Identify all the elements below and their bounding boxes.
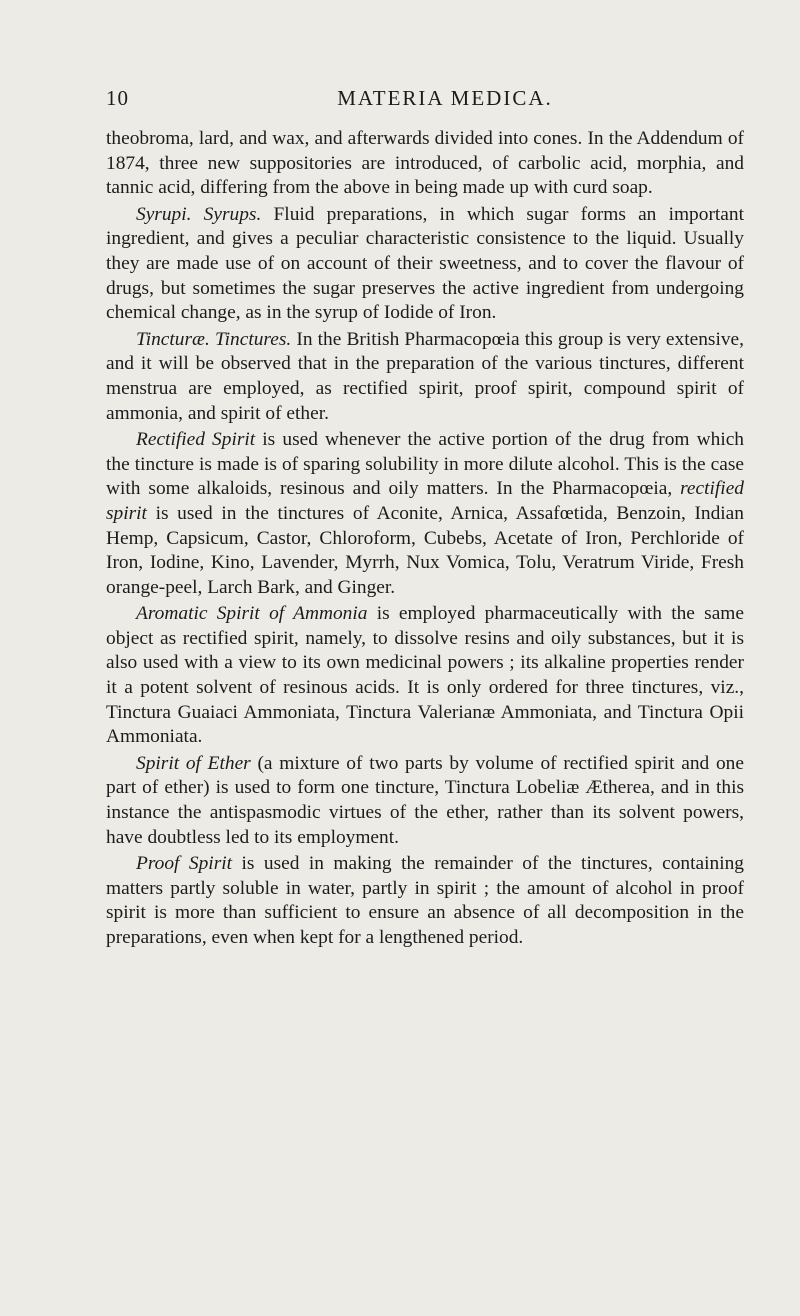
paragraph-tincturae xyxy=(106,328,744,426)
paragraph-lead: Spirit of Ether xyxy=(136,752,251,774)
paragraph-lead: Rectified Spirit xyxy=(136,429,256,451)
running-head xyxy=(106,86,744,116)
paragraph-text: is employed pharmaceutically with the same object as rectified spirit, namely, to dissolve resins and oily substances, but it is also used with a view to its own medicinal powers ; its alkaline properties render it a potent solvent of resinous acids. It is only ordered for three tinctures, viz., Tinctura Guaiaci Ammoniata, Tinctura Valerianæ Ammoniata, and Tinctura Opii Ammoniata. xyxy=(106,603,744,748)
paragraph-aromatic-spirit xyxy=(106,602,744,750)
paragraph-text: In the British Pharmacopœia this group is very extensive, and it will be observed that in the preparation of the various tinctures, different menstrua are employed, as rectified spirit, proof spirit, compound spirit of ammonia, and spirit of ether. xyxy=(106,328,744,424)
paragraph-text: (a mixture of two parts by volume of rectified spirit and one part of ether) is used to form one tincture, Tinctura Lobeliæ Ætherea, and in this instance the antispasmodic virtues of the ether, rather than its solvent powers, have doubtless led to its employment. xyxy=(106,752,744,848)
paragraph-rectified-spirit xyxy=(106,428,744,600)
paragraph-lead: Proof Spirit xyxy=(136,853,233,875)
paragraph-lead: Tincturæ. Tinctures. xyxy=(136,328,292,350)
paragraph-text: is used whenever the active portion of the drug from which the tincture is made is of sparing solubility in more dilute alcohol. This is the case with some alkaloids, resinous and oily matters. In the Pharmacopœia, xyxy=(106,429,745,500)
paragraph-text: theobroma, lard, and wax, and afterwards divided into cones. In the Addendum of 1874, three new suppositories are introduced, of carbolic acid, morphia, and tannic acid, differing from the above in being made up with curd soap. xyxy=(106,128,744,199)
body-text xyxy=(106,127,744,953)
paragraph-syrupi xyxy=(106,203,744,326)
paragraph-spirit-of-ether xyxy=(106,752,744,850)
paragraph-proof-spirit xyxy=(106,852,744,950)
paragraph-1 xyxy=(106,127,744,201)
paragraph-text-after: is used in the tinctures of Aconite, Arnica, Assafœtida, Benzoin, Indian Hemp, Capsicum, Castor, Chloroform, Cubebs, Acetate of Iron, Perchloride of Iron, Iodine, Kino, Lavender, Myrrh, Nux Vomica, Tolu, Veratrum Viride, Fresh orange-peel, Larch Bark, and Ginger. xyxy=(106,502,744,598)
paragraph-lead: Aromatic Spirit of Ammonia xyxy=(136,603,368,625)
running-title: MATERIA MEDICA. xyxy=(337,86,553,110)
paragraph-lead: Syrupi. Syrups. xyxy=(136,203,262,225)
page-number: 10 xyxy=(106,86,129,110)
paragraph-text: Fluid preparations, in which sugar forms an important ingredient, and gives a peculiar characteristic consistence to the liquid. Usually they are made use of on account of their sweetness, and to cover the flavour of drugs, but sometimes the sugar preserves the active ingredient from undergoing chemical change, as in the syrup of Iodide of Iron. xyxy=(106,203,744,324)
inline-italic: rectified spirit xyxy=(106,478,744,524)
paragraph-text: is used in making the remainder of the tinctures, containing matters partly soluble in water, partly in spirit ; the amount of alcohol in proof spirit is more than sufficient to ensure an absence of all decomposition in the preparations, even when kept for a lengthened period. xyxy=(106,853,744,948)
